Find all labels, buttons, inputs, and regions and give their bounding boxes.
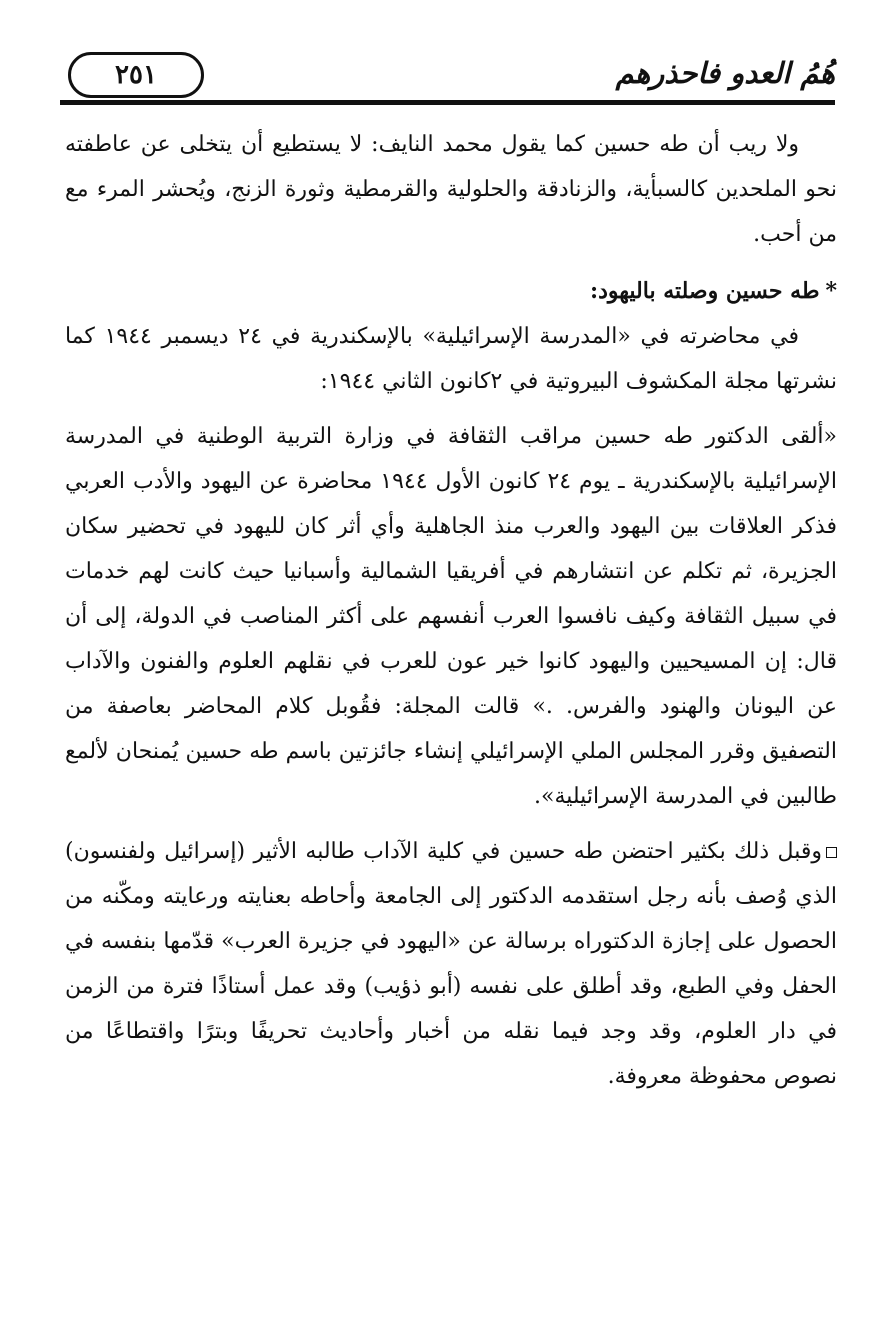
body-text: [65, 122, 837, 1099]
asterisk-icon: *: [825, 278, 837, 304]
square-bullet-icon: [826, 847, 837, 858]
paragraph-text: وقبل ذلك بكثير احتضن طه حسين في كلية الآداب طالبه الأثير (إسرائيل ولفنسون) الذي وُصف بأنه رجل استقدمه الدكتور إلى الجامعة وأحاطه بعنايته ورعايته ومكّنه من الحصول على إجازة الدكتوراه برسالة عن «اليهود في جزيرة العرب» قدّمها بنفسه في الحفل وفي الطبع، وقد أطلق على نفسه (أبو ذؤيب) وقد عمل أستاذًا فترة من الزمن في دار العلوم، وقد وجد فيما نقله من أخبار وأحاديث تحريفًا وبترًا واقتطاعًا من نصوص محفوظة معروفة.: [65, 839, 837, 1089]
paragraph-with-bullet: [65, 829, 837, 1099]
page-header: [60, 52, 835, 104]
quoted-paragraph: «ألقى الدكتور طه حسين مراقب الثقافة في وزارة التربية الوطنية في المدرسة الإسرائيلية بالإسكندرية ـ يوم ٢٤ كانون الأول ١٩٤٤ محاضرة عن اليهود والأدب العربي فذكر العلاقات بين اليهود والعرب منذ الجاهلية وأي أثر كان لليهود في تحضير سكان الجزيرة، ثم تكلم عن انتشارهم في أفريقيا الشمالية وأسبانيا حيث كانت لهم خدمات في سبيل الثقافة وكيف نافسوا العرب أنفسهم على أكثر المناصب في الدولة، إلى أن قال: إن المسيحيين واليهود كانوا خير عون للعرب في نقلهم العلوم والفنون والآداب عن اليونان والهنود والفرس. .» قالت المجلة: فقُوبل كلام المحاضر بعاصفة من التصفيق وقرر المجلس الملي الإسرائيلي إنشاء جائزتين باسم طه حسين يُمنحان لألمع طالبين في المدرسة الإسرائيلية».: [65, 424, 837, 809]
running-title: هُمُ العدو فاحذرهم: [615, 56, 835, 90]
section-heading-text: طه حسين وصلته باليهود:: [589, 278, 820, 304]
paragraph: ولا ريب أن طه حسين كما يقول محمد النايف: لا يستطيع أن يتخلى عن عاطفته نحو الملحدين كالسبأية، والزنادقة والحلولية والقرمطية وثورة الزنج، ويُحشر المرء مع من أحب.: [65, 132, 837, 247]
paragraph: في محاضرته في «المدرسة الإسرائيلية» بالإسكندرية في ٢٤ ديسمبر ١٩٤٤ كما نشرتها مجلة المكشوف البيروتية في ٢كانون الثاني ١٩٤٤:: [65, 324, 837, 394]
page-number-badge: [68, 52, 204, 98]
page-number: ٢٥١: [115, 60, 157, 90]
section-heading: [65, 269, 837, 314]
header-rule: [60, 100, 835, 105]
